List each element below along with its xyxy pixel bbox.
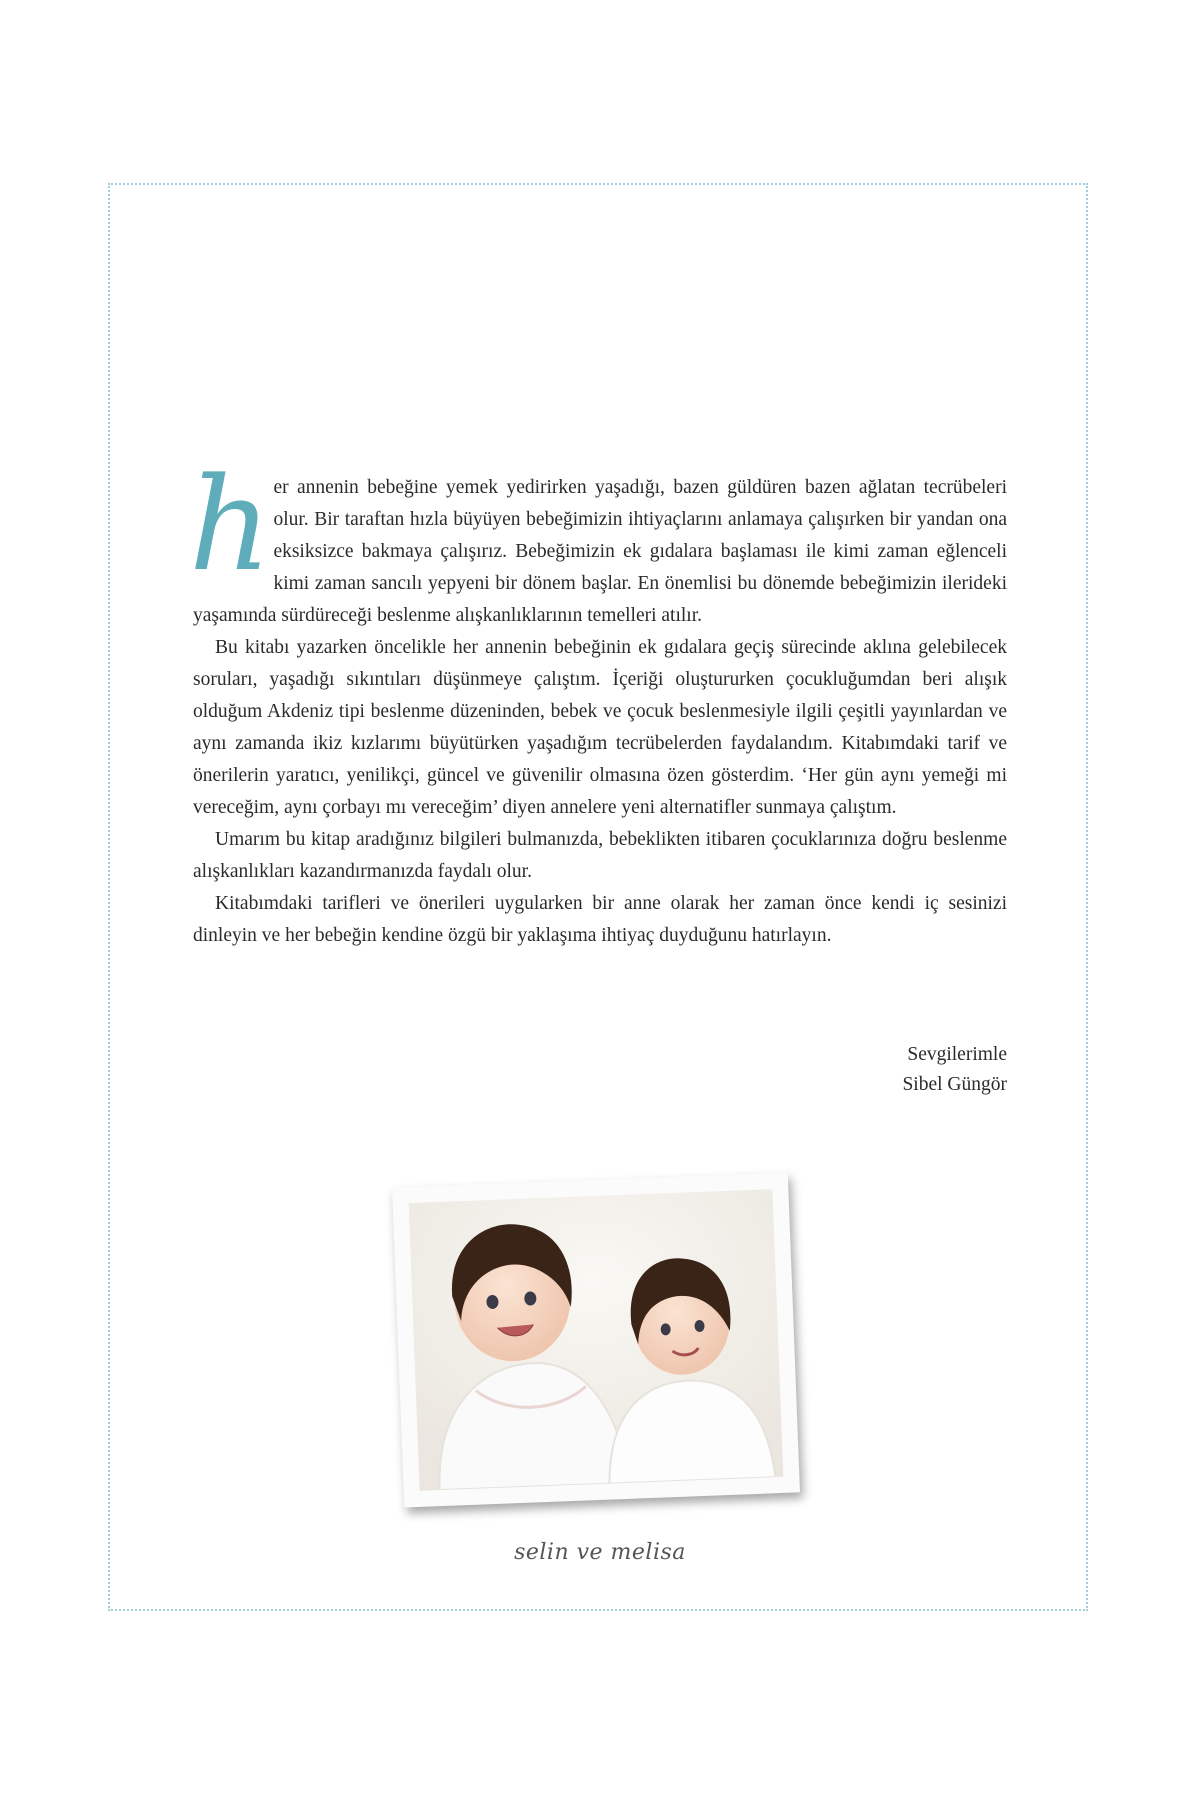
photo-caption: selin ve melisa: [514, 1540, 686, 1565]
closing-line: Sevgilerimle: [907, 1044, 1007, 1065]
foreword-text: [189, 390, 1007, 952]
babies-illustration: [409, 1189, 784, 1491]
author-name: Sibel Güngör: [902, 1074, 1007, 1095]
paragraph-3: Umarım bu kitap aradığınız bilgileri bulmanızda, bebeklikten itibaren çocuklarınıza doğru beslenme alışkanlıkları kazandırmanızda faydalı olur.: [193, 829, 1007, 882]
paragraph-1: er annenin bebeğine yemek yedirirken yaşadığı, bazen güldüren bazen ağlatan tecrübeleri olur. Bir taraftan hızla büyüyen bebeğimizin ihtiyaçlarını anlamaya çalışırken bir yandan ona eksiksizce bakmaya çalışırız. Bebeğimizin ek gıdalara başlaması ile kimi zaman eğlenceli kimi zaman sancılı yepyeni bir dönem başlar. En önemlisi bu dönemde bebeğimizin ilerideki yaşamında sürdüreceği beslenme alışkanlıklarının temelleri atılır.: [193, 477, 1007, 626]
paragraph-4: Kitabımdaki tarifleri ve önerileri uygularken bir anne olarak her zaman önce kendi iç sesinizi dinleyin ve her bebeğin kendine özgü bir yaklaşıma ihtiyaç duyduğunu hatırlayın.: [193, 893, 1007, 946]
twins-photo: [392, 1173, 800, 1508]
drop-cap: h: [189, 451, 272, 600]
signature-block: [902, 1040, 1007, 1100]
paragraph-2: Bu kitabı yazarken öncelikle her annenin bebeğinin ek gıdalara geçiş sürecinde aklına gelebilecek soruları, yaşadığı sıkıntıları düşünmeye çalıştım. İçeriği oluştururken çocukluğumdan beri alışık olduğum Akdeniz tipi beslenme düzeninden, bebek ve çocuk beslenmesiyle ilgili çeşitli yayınlardan ve aynı zamanda ikiz kızlarımı büyütürken yaşadığım tecrübelerden faydalandım. Kitabımdaki tarif ve önerilerin yaratıcı, yenilikçi, güncel ve güvenilir olmasına özen gösterdim. ‘Her gün aynı yemeği mi vereceğim, aynı çorbayı mı vereceğim’ diyen annelere yeni alternatifler sunmaya çalıştım.: [193, 637, 1007, 818]
photo-image: [409, 1189, 784, 1491]
